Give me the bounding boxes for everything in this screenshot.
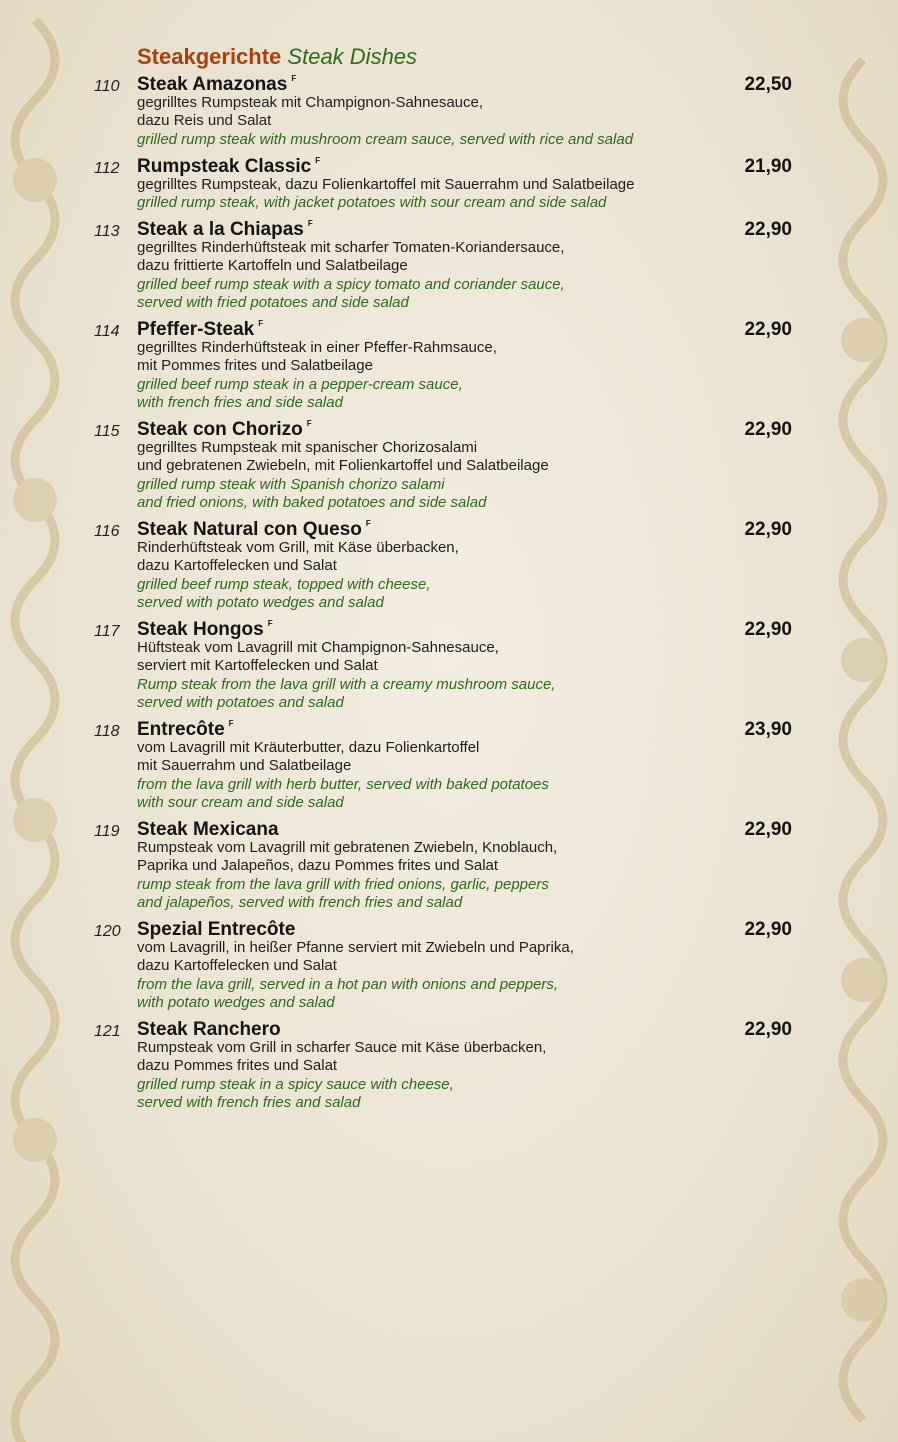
item-name-text: Steak a la Chiapas <box>137 219 304 240</box>
description-german-line: vom Lavagrill mit Kräuterbutter, dazu Folienkartoffel <box>137 739 480 756</box>
item-name <box>137 619 273 641</box>
item-description <box>137 839 557 912</box>
item-price: 22,90 <box>744 619 792 640</box>
item-number: 118 <box>94 723 120 740</box>
description-german-line: dazu Reis und Salat <box>137 112 272 130</box>
item-number: 120 <box>94 923 121 940</box>
description-german-line: Hüftsteak vom Lavagrill mit Champignon-Sahnesauce, <box>137 639 499 656</box>
description-german-line: dazu Kartoffelecken und Salat <box>137 957 337 975</box>
section-title-english: Steak Dishes <box>287 44 418 69</box>
item-name <box>137 74 296 96</box>
item-name-text: Steak Ranchero <box>137 1019 281 1040</box>
description-german-line: Rinderhüftsteak vom Grill, mit Käse überbacken, <box>137 539 459 556</box>
item-description <box>137 539 459 612</box>
description-german-line: gegrilltes Rumpsteak mit spanischer Chorizosalami <box>137 439 478 456</box>
item-name-text: Rumpsteak Classic <box>137 156 312 177</box>
description-german-line: dazu frittierte Kartoffeln und Salatbeilage <box>137 257 408 275</box>
description-english-line: served with fried potatoes and side salad <box>137 293 409 311</box>
item-price: 22,90 <box>744 519 792 540</box>
description-english-line: grilled beef rump steak, topped with cheese, <box>137 575 431 593</box>
item-name <box>137 719 234 741</box>
item-description <box>137 176 635 213</box>
item-price: 21,90 <box>744 156 792 177</box>
description-english-line: with french fries and side salad <box>137 393 343 411</box>
item-description <box>137 239 565 312</box>
item-name-text: Steak Mexicana <box>137 819 279 840</box>
allergen-marker: F <box>228 719 234 728</box>
description-german-line: gegrilltes Rumpsteak mit Champignon-Sahnesauce, <box>137 94 484 111</box>
allergen-marker: F <box>307 219 313 228</box>
item-price: 22,50 <box>744 74 792 95</box>
item-price: 22,90 <box>744 219 792 240</box>
item-name-text: Steak con Chorizo <box>137 419 303 440</box>
description-english-line: grilled rump steak, with jacket potatoes with sour cream and side salad <box>137 194 607 212</box>
item-name <box>137 419 312 441</box>
item-price: 22,90 <box>744 419 792 440</box>
description-german-line: mit Sauerrahm und Salatbeilage <box>137 757 352 775</box>
item-name-text: Spezial Entrecôte <box>137 919 296 940</box>
description-english-line: grilled rump steak with Spanish chorizo salami <box>137 475 445 493</box>
description-english-line: served with potato wedges and salad <box>137 593 384 611</box>
allergen-marker: F <box>315 156 321 165</box>
item-name <box>137 919 295 941</box>
description-english-line: from the lava grill, served in a hot pan with onions and peppers, <box>137 975 559 993</box>
item-name <box>137 319 263 341</box>
item-name <box>137 819 279 841</box>
item-name-text: Steak Natural con Queso <box>137 519 362 540</box>
item-number: 112 <box>94 160 120 177</box>
item-number: 114 <box>94 323 120 340</box>
allergen-marker: F <box>365 519 371 528</box>
item-price: 22,90 <box>744 1019 792 1040</box>
description-german-line: vom Lavagrill, in heißer Pfanne serviert mit Zwiebeln und Paprika, <box>137 939 574 956</box>
item-price: 22,90 <box>744 819 792 840</box>
item-description <box>137 739 549 812</box>
description-english-line: and jalapeños, served with french fries and salad <box>137 893 463 911</box>
allergen-marker: F <box>267 619 273 628</box>
item-number: 113 <box>94 223 120 240</box>
description-english-line: with sour cream and side salad <box>137 793 344 811</box>
right-ornament-border <box>798 0 898 1442</box>
description-english-line: rump steak from the lava grill with fried onions, garlic, peppers <box>137 875 549 893</box>
description-english-line: grilled beef rump steak in a pepper-cream sauce, <box>137 375 463 393</box>
description-german-line: dazu Kartoffelecken und Salat <box>137 557 337 575</box>
description-english-line: served with french fries and salad <box>137 1093 361 1111</box>
item-name-text: Steak Hongos <box>137 619 264 640</box>
allergen-marker: F <box>258 319 264 328</box>
item-name-text: Steak Amazonas <box>137 74 288 95</box>
item-number: 116 <box>94 523 120 540</box>
description-german-line: gegrilltes Rumpsteak, dazu Folienkartoffel mit Sauerrahm und Salatbeilage <box>137 176 635 193</box>
item-description <box>137 439 549 512</box>
description-german-line: Paprika und Jalapeños, dazu Pommes frites und Salat <box>137 857 499 875</box>
description-english-line: Rump steak from the lava grill with a creamy mushroom sauce, <box>137 675 556 693</box>
description-german-line: mit Pommes frites und Salatbeilage <box>137 357 373 375</box>
description-german-line: gegrilltes Rinderhüftsteak in einer Pfeffer-Rahmsauce, <box>137 339 497 356</box>
description-english-line: grilled rump steak with mushroom cream sauce, served with rice and salad <box>137 130 634 148</box>
left-ornament-border <box>0 0 100 1442</box>
section-title <box>137 44 417 70</box>
description-german-line: dazu Pommes frites und Salat <box>137 1057 338 1075</box>
item-number: 115 <box>94 423 120 440</box>
description-german-line: serviert mit Kartoffelecken und Salat <box>137 657 378 675</box>
description-german-line: Rumpsteak vom Lavagrill mit gebratenen Zwiebeln, Knoblauch, <box>137 839 558 856</box>
allergen-marker: F <box>306 419 312 428</box>
item-number: 119 <box>94 823 120 840</box>
item-price: 22,90 <box>744 919 792 940</box>
description-german-line: und gebratenen Zwiebeln, mit Folienkartoffel und Salatbeilage <box>137 457 549 475</box>
item-name <box>137 519 371 541</box>
description-english-line: grilled rump steak in a spicy sauce with cheese, <box>137 1075 454 1093</box>
item-price: 22,90 <box>744 319 792 340</box>
description-english-line: served with potatoes and salad <box>137 693 344 711</box>
item-description <box>137 1039 546 1112</box>
description-english-line: with potato wedges and salad <box>137 993 335 1011</box>
description-english-line: grilled beef rump steak with a spicy tomato and coriander sauce, <box>137 275 565 293</box>
item-name <box>137 156 320 178</box>
item-name <box>137 1019 281 1041</box>
item-name-text: Pfeffer-Steak <box>137 319 255 340</box>
item-number: 110 <box>94 78 120 95</box>
section-title-german: Steakgerichte <box>137 44 282 69</box>
item-name <box>137 219 313 241</box>
item-price: 23,90 <box>744 719 792 740</box>
description-german-line: Rumpsteak vom Grill in scharfer Sauce mit Käse überbacken, <box>137 1039 547 1056</box>
item-description <box>137 639 555 712</box>
description-english-line: and fried onions, with baked potatoes and side salad <box>137 493 487 511</box>
item-description <box>137 939 574 1012</box>
item-description <box>137 94 633 149</box>
description-german-line: gegrilltes Rinderhüftsteak mit scharfer Tomaten-Koriandersauce, <box>137 239 565 256</box>
item-number: 117 <box>94 623 120 640</box>
item-name-text: Entrecôte <box>137 719 225 740</box>
allergen-marker: F <box>291 74 297 83</box>
item-description <box>137 339 497 412</box>
description-english-line: from the lava grill with herb butter, served with baked potatoes <box>137 775 549 793</box>
item-number: 121 <box>94 1023 121 1040</box>
